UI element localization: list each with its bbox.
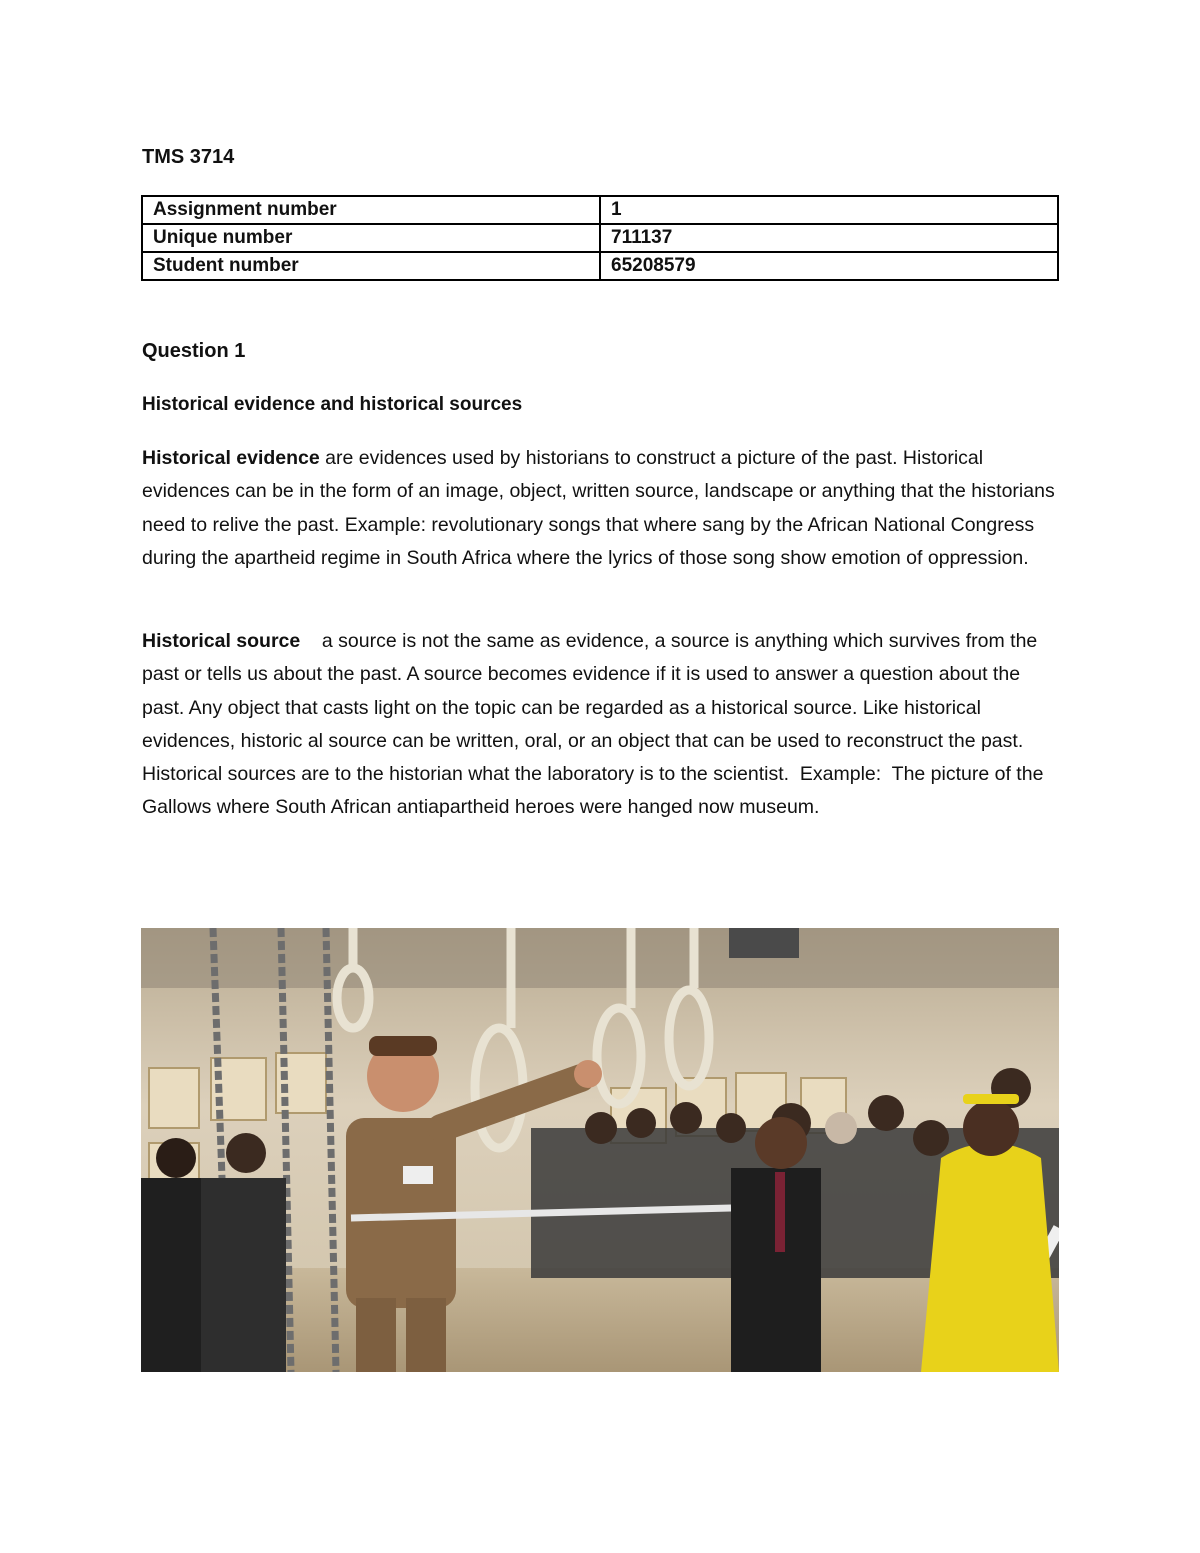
- table-cell-label: Student number: [142, 252, 600, 280]
- table-row: [142, 252, 1058, 280]
- paragraph-text: a source is not the same as evidence, a source is anything which survives from the past or tells us about the past. A source becomes evidence if it is used to answer a question about the past. Any object that casts light on the topic can be regarded as a historical source. Like historical evidences, historic al source can be written, oral, or an object that can be used to reconstruct the past. Historical sources are to the historian what the laboratory is to the scientist. Example: The picture of the Gallows where South African antiapartheid heroes were hanged now museum.: [142, 630, 1049, 819]
- table-row: [142, 224, 1058, 252]
- course-code: TMS 3714: [142, 146, 235, 168]
- table-row: [142, 196, 1058, 224]
- paragraph-text: are evidences used by historians to construct a picture of the past. Historical evidences can be in the form of an image, object, written source, landscape or anything that the historians need to relive the past. Example: revolutionary songs that where sang by the African National Congress during the apartheid regime in South Africa where the lyrics of those song show emotion of oppression.: [142, 447, 1055, 569]
- term-historical-source: Historical source: [142, 630, 301, 652]
- table-cell-label: Assignment number: [142, 196, 600, 224]
- table-cell-value: 711137: [600, 224, 1058, 252]
- table-cell-value: 1: [600, 196, 1058, 224]
- term-historical-evidence: Historical evidence: [142, 447, 320, 469]
- question-title: Question 1: [142, 340, 246, 362]
- photo-illustration: [141, 928, 1059, 1372]
- table-cell-label: Unique number: [142, 224, 600, 252]
- paragraph-historical-evidence: [142, 442, 1062, 575]
- gallows-museum-photo: [141, 928, 1059, 1372]
- assignment-info-table: [141, 195, 1059, 281]
- table-cell-value: 65208579: [600, 252, 1058, 280]
- paragraph-historical-source: [142, 625, 1062, 825]
- section-heading: Historical evidence and historical sources: [142, 394, 523, 415]
